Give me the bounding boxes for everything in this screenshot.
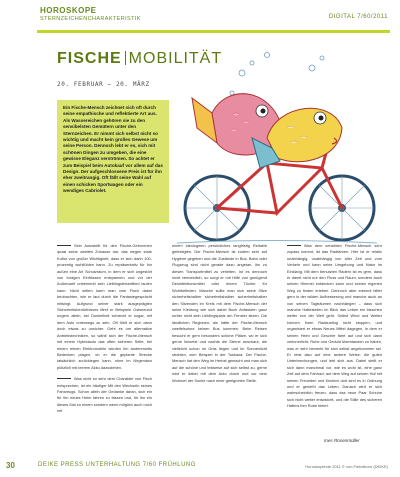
col1-paragraph-1: Sein Autostellt für den Fische-Geborenen quasi seine zweites Zuhause dar, das wegen stark Kultur von großer Wichtigkeit, dass er sich darin 100-prozentig wohlfühlen kann. Zu repräsentativ für ihn außen eine Art Schutzraum, in dem er sich ungestört von fordgen Einflüssen entspannen und vor der Außenwelt unbemerkt sein Lieblingsfreizeitlied lauten kann. Nicht selten kann man vom Fisch dabei beobachten, wie er laut durch die Fantasiegesprächt mitsingt. Aufgrund seiner stark ausgeprägten Sicherheitsbedürfnisses fährt er Beispiele Ostseeund ungern allein, bei Dunkelheit schreckt er sogar, mit dem Auto unterwegs zu sein. Oft fühlt er sich dann doch etwas zu unsicher. Geht es um alternative Antriebstechniken, so wählt sich der Fische-Mensch mit einem Hybridauto das offen sicheren Seite, bei einem reinen Elektromobile würden ihn andererseits Bedenken plagen, ob er die geplante Strecke tatsächlich zurücklegen kann, ohne im Nirgendwo plötzlich mit leerem Akku dazustehen. bbox=[57, 243, 152, 370]
title-right: MOBILITÄT bbox=[128, 50, 223, 67]
title-separator bbox=[125, 51, 126, 65]
page-number: 30 bbox=[6, 461, 15, 470]
section-title: HOROSKOPE bbox=[40, 6, 97, 15]
col2-paragraph-1: einem ideologieen persönliches langfristig Reliable gefestigten. Der Fische-Mensch ist zudem sehr auf Hygiene gegeben und die Zustände in Bus, Bahn oder Flugzeug sind nicht gerade dazu angetan, ihn zu diesen Transportmittel zu verleiten. Ist es dennoch nicht vermeidlich, so sorgt er mit Hilfe von genügend Desinfektionsmittel oder einem Tücher für Wohlbefinden. Manche sollte man sich seine Sitze sicherheitshalber sicherheitshalber sicherheitshalber den Sitzenden im Kreis mit dem Fische-Mensch der seine Kleidung wie sich dabei Buch Anfassern ganz sicher nicht sein Lieblingsplatz am Fenster sitzen. Die ländlichen Regionen, als hätte der Fische-Mensch zweifelsohne keinen Bus kommen. Beim Reisen besucht er gern besonders schöne Plätze, wo er sich gerne hinsetzt und nachts die Sterne anschaut, die vielleicht schon im Gras liegen und im Sonnenlicht strahlen, zum Beispiel in der Toskana. Der Fische-Mensch hat den Weg im Herbst gemacht und man sich auf die schöne und teilweise auf sich selbst zu, gerne wird er dabei mit dem Auto durch und vor dem Wohnort der Suche nach einer geeigneten Stelle. bbox=[172, 243, 267, 383]
text-column-2 bbox=[172, 243, 267, 389]
footer-credit: Horoskoptexte 2011 © von Fiebelkorn (DEIKE) bbox=[305, 464, 388, 469]
col3-paragraph-1: Was dem sensiblen Fische-Mensch sehr zupass kommt, ist das Radfahren. Hier ist er relativ unabhängig, unabhängig von aller Zeit und vom Verkehr und kann seine Umgebung und Natur im Einklang. Mit dem benutzten Rädern ist es gern, dass er damit nicht nur den Fluss und Raum, sondern auch seinen Himmel entdecken kann und seinen eigenen Weg zu finden erleben. Dennoch aber erkennt bitter gern in der wilden Aufbesserung und manche auch an von seinen Tagträumen nachhängen – dass sich manche Haltestellen im Blick das Leben ein bisschen weiter von der Welt geht. Selbst Wind und Wetter können Ihren Radausflug nicht stoppen, und organisiert er etwas Neues Mittel dagegen, in dem er seinen Helm und Geschirr fahrt auf und sich dann verinnerlicht, Ruhe und Geduld überstanden zu haben, was er sehr bemerkt für sich selbst angekommen sei. Er reist also auf eine andere Weise: die guten Unterbrechungen, und lebt sich aus. Dabei stellt er sich dann manchmal vor, wie es wohl ist, eine ganz Zeit auf dem Fahrrad, auf dem Weg auf seinen Hof mit seinen Freunden und Kindern dort sind es in Ordnung und er genießt das Leben. Danach wird er sich wahrscheinlich freuen, dass das neue Paar Schuhe sich nicht weiter entwickelt, und die Stille des sicheren Hafens ihm Ruhe bietet. bbox=[287, 243, 382, 409]
date-range: 20. FEBRUAR – 20. MÄRZ bbox=[57, 81, 150, 88]
section-subtitle: STERNZEICHENCHARAKTERISTIK bbox=[40, 16, 141, 22]
issue-label: DIGITAL 7/60/2011 bbox=[328, 14, 388, 20]
text-column-1 bbox=[57, 243, 152, 420]
intro-text: Ein Fische-Mensch zeichnet sich oft durch seine empathische und reflektierte Art aus. Als Wassereichen gehören sie zu den sensibelsten Gemütern unter den Sternzeichen. Er nimmt sich selbst nicht so wichtig und macht kein großes Gewese um seine Person. Dennoch lebt er es, sich mit schönen Dingen zu umgeben, die eine gewisse Eleganz verströmen. So achtet er zum Beispiel beim Autokauf vor allem auf das Design. Der aufgeschlossene Preis ist für ihn eher zweitrangig. Oft fällt seine Wahl auf einen schicken Sportwagen oder ein wendiges Cabriolet. bbox=[63, 105, 163, 194]
fish-cyclist-illustration bbox=[172, 43, 382, 253]
top-rule bbox=[37, 30, 390, 33]
title-left: FISCHE bbox=[57, 50, 122, 67]
text-column-3 bbox=[287, 243, 382, 415]
bubbles bbox=[230, 53, 324, 96]
author-signature: Ines Rosenmüller bbox=[324, 438, 360, 443]
col1-paragraph-2: Was nicht so sehr dem Charakter von Fisch entsprechen, ist ein häufiger Mit den Wechseln seines Fahrzeugs. Schon allein der Gedanke daran, sich ein für ihn neues Heim fahren zu fassen und, für ihn ein dieses Mal zu einem sondern wenn möglich auch noch mit bbox=[57, 376, 152, 414]
intro-box bbox=[57, 100, 169, 223]
footer-publication: DEIKE PRESS UNTERHALTUNG 7/60 FRÜHLUNG bbox=[38, 462, 196, 468]
